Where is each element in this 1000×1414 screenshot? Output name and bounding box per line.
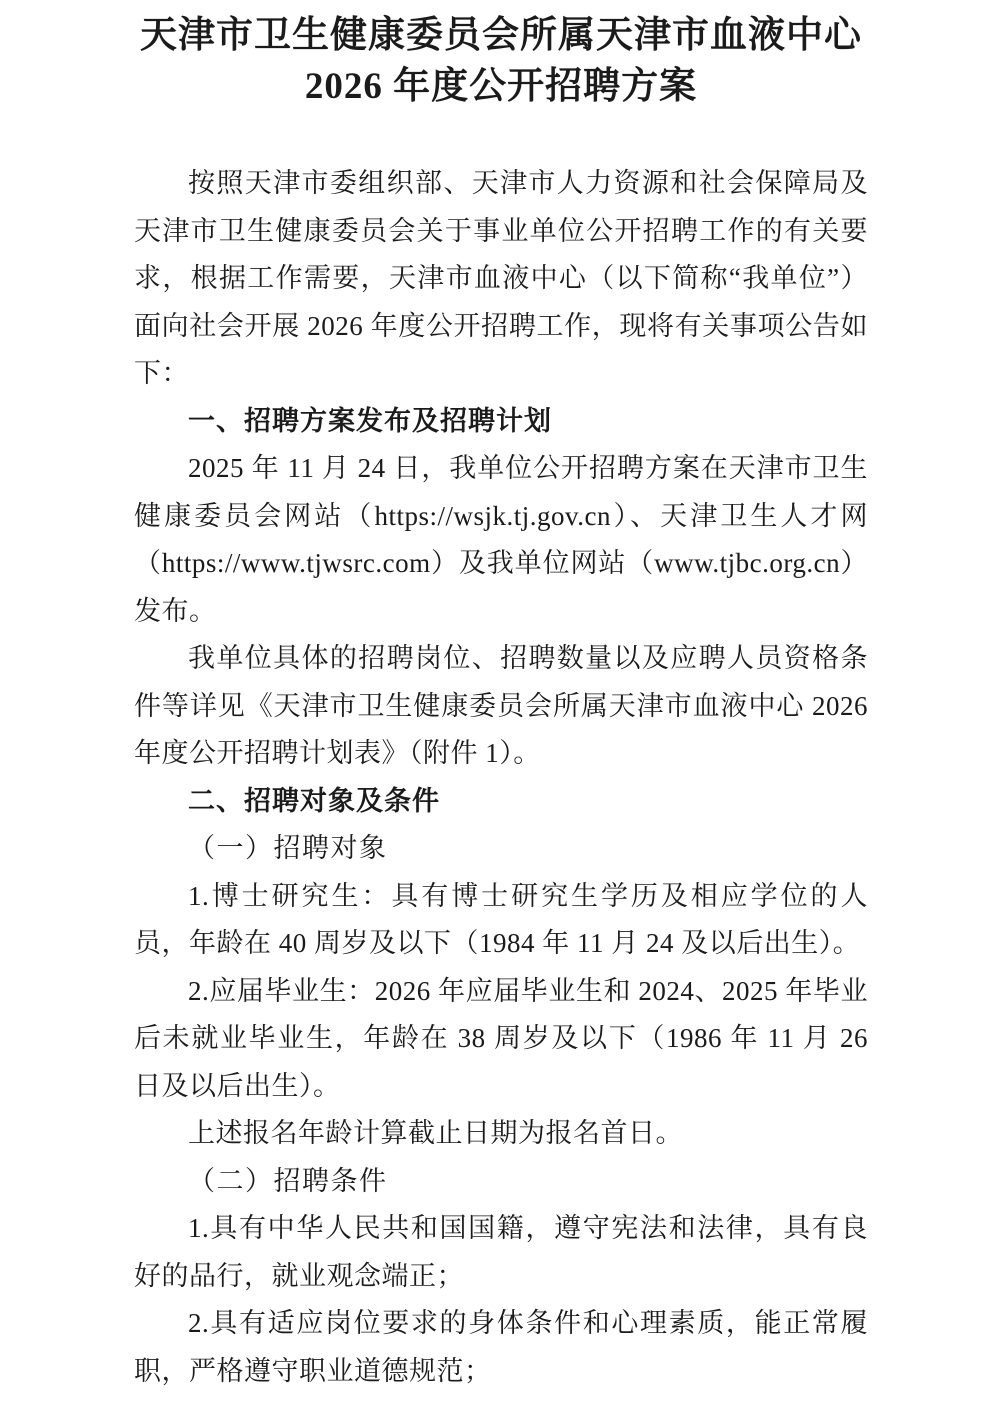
paragraph-publish-sites: 2025 年 11 月 24 日，我单位公开招聘方案在天津市卫生健康委员会网站（https://wsjk.tj.gov.cn）、天津卫生人才网（https://www.tjwsrc.com）及我单位网站（www.tjbc.org.cn）发布。 xyxy=(134,453,868,626)
sub-heading-recruit-targets: （一）招聘对象 xyxy=(188,833,388,863)
document-title xyxy=(134,10,868,112)
paragraph-target-graduates: 2.应届毕业生：2026 年应届毕业生和 2024、2025 年毕业后未就业毕业生，年龄在 38 周岁及以下（1986 年 11 月 26 日及以后出生）。 xyxy=(134,975,868,1101)
paragraph-condition-1: 1.具有中华人民共和国国籍，遵守宪法和法律，具有良好的品行，就业观念端正； xyxy=(134,1213,868,1291)
sub-heading-recruit-conditions: （二）招聘条件 xyxy=(188,1165,388,1196)
paragraph-target-doctoral: 1.博士研究生：具有博士研究生学历及相应学位的人员，年龄在 40 周岁及以下（1984 年 11 月 24 及以后出生）。 xyxy=(134,880,868,958)
document-title-line-2: 2026 年度公开招聘方案 xyxy=(304,66,698,107)
paragraph-age-cutoff: 上述报名年龄计算截止日期为报名首日。 xyxy=(188,1118,683,1148)
document-body xyxy=(134,160,868,1395)
paragraph-intro: 按照天津市委组织部、天津市人力资源和社会保障局及天津市卫生健康委员会关于事业单位公开招聘工作的有关要求，根据工作需要，天津市血液中心（以下简称“我单位”）面向社会开展 2026 年度公开招聘工作，现将有关事项公告如下： xyxy=(134,168,868,388)
paragraph-plan-table: 我单位具体的招聘岗位、招聘数量以及应聘人员资格条件等详见《天津市卫生健康委员会所属天津市血液中心 2026 年度公开招聘计划表》（附件 1）。 xyxy=(134,643,868,768)
paragraph-condition-2: 2.具有适应岗位要求的身体条件和心理素质，能正常履职，严格遵守职业道德规范； xyxy=(134,1308,868,1386)
section-heading-1: 一、招聘方案发布及招聘计划 xyxy=(188,405,552,436)
section-heading-2: 二、招聘对象及条件 xyxy=(188,785,440,816)
document-title-line-1: 天津市卫生健康委员会所属天津市血液中心 xyxy=(140,15,862,56)
